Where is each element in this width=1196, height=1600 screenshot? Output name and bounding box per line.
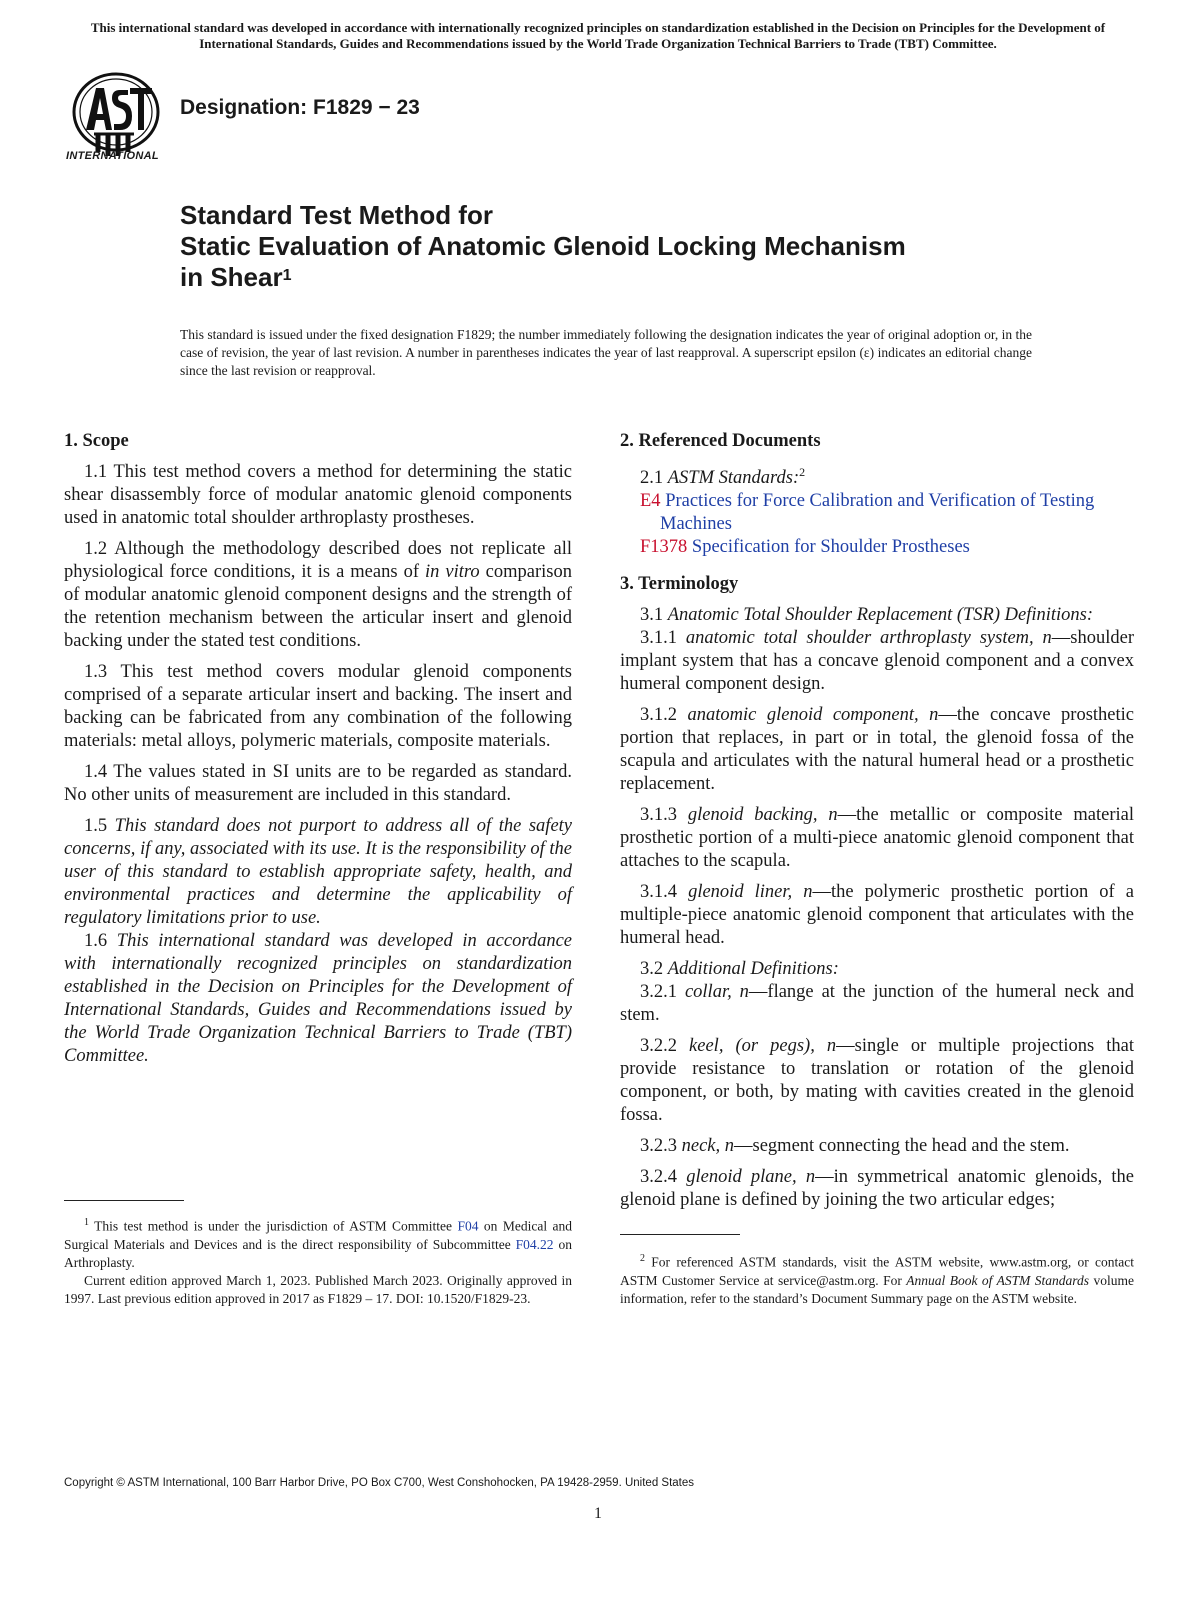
reference-item-e4[interactable] — [620, 490, 1134, 536]
footnote-divider — [620, 1234, 740, 1235]
paragraph-3-2-4: 3.2.4 glenoid plane, n—in symmetrical anatomic glenoids, the glenoid plane is defined by joining the two articular edges; — [620, 1167, 1135, 1211]
subcommittee-link[interactable]: F04.22 — [515, 1236, 554, 1252]
footnote-divider — [64, 1200, 184, 1201]
footnote-1-edition: Current edition approved March 1, 2023. Published March 2023. Originally approved in 1997. Last previous edition approved in 2017 as F1829 – 17. DOI: 10.1520/F1829-23. — [64, 1272, 572, 1306]
paragraph-1-6: 1.6 This international standard was developed in accordance with internationally recognized principles on standardization established in the Decision on Principles for the Development of International Standards, Guides and Recommendations issued by the World Trade Organization Technical Barriers to Trade (TBT) Committee. — [64, 931, 572, 1066]
top-notice: This international standard was developed in accordance with internationally recognized principles on standardization established in the Decision on Principles for the Development of International Standards, Guides and Recommendations issued by the World Trade Organization Technical Barriers to Trade (TBT) Committee. — [90, 20, 1106, 51]
logo-caption: INTERNATIONAL — [66, 150, 159, 162]
document-title — [180, 200, 1080, 293]
section-heading-terminology: 3. Terminology — [620, 574, 739, 595]
reference-code[interactable]: F1378 — [640, 537, 688, 558]
left-column — [64, 430, 572, 1076]
paragraph-1-5: 1.5 This standard does not purport to address all of the safety concerns, if any, associated with its use. It is the responsibility of the user of this standard to establish appropriate safety, health, and environmental practices and determine the applicability of regulatory limitations prior to use. — [64, 816, 573, 928]
right-column — [620, 430, 1134, 1220]
paragraph-2-1: 2.1 ASTM Standards:$^2$ — [640, 465, 806, 489]
paragraph-3-2-2: 3.2.2 keel, (or pegs), n—single or multiple projections that provide resistance to translation or rotation of the glenoid component, or both, by mating with cavities created in the glenoid fossa. — [620, 1036, 1134, 1126]
paragraph-1-1: 1.1 This test method covers a method for determining the static shear disassembly force of modular anatomic glenoid components used in anatomic total shoulder arthroplasty prostheses. — [64, 462, 572, 528]
footnote-2-text: $^2$ For referenced ASTM standards, visit the ASTM website, www.astm.org, or contact ASTM Customer Service at service@astm.org. For Annual Book of ASTM Standards volume information, refer to the standard’s Document Summary page on the ASTM website. — [620, 1253, 1135, 1306]
paragraph-3-1-2: 3.1.2 anatomic glenoid component, n—the concave prosthetic portion that replaces, in part or in total, the glenoid fossa of the scapula and articulates with the natural humeral head or a prosthetic replacement. — [620, 705, 1135, 795]
title-line-2: Static Evaluation of Anatomic Glenoid Locking Mechanism — [180, 231, 906, 261]
paragraph-3-1: 3.1 Anatomic Total Shoulder Replacement (TSR) Definitions: — [640, 605, 1094, 626]
committee-link[interactable]: F04 — [457, 1218, 479, 1234]
paragraph-3-1-4: 3.1.4 glenoid liner, n—the polymeric prosthetic portion of a multiple-piece anatomic glenoid component that articulates with the humeral head. — [620, 882, 1134, 949]
copyright-notice: Copyright © ASTM International, 100 Barr Harbor Drive, PO Box C700, West Conshohocken, PA 19428-2959. United States — [64, 1477, 695, 1489]
title-line-3: in Shear$^1$ — [180, 262, 292, 292]
paragraph-3-2: 3.2 Additional Definitions: — [640, 959, 839, 980]
reference-title-link[interactable]: Specification for Shoulder Prostheses — [691, 537, 970, 558]
paragraph-3-2-1: 3.2.1 collar, n—flange at the junction of the humeral neck and stem. — [620, 982, 1135, 1026]
title-footnote-mark: 1 — [282, 267, 292, 284]
section-heading-scope: 1. Scope — [64, 431, 129, 451]
reference-code[interactable]: E4 — [640, 491, 661, 512]
footnote-2 — [620, 1250, 1134, 1308]
reference-title-link[interactable]: Practices for Force Calibration and Verification of Testing Machines — [660, 491, 1095, 535]
designation: Designation: F1829 − 23 — [180, 96, 420, 119]
paragraph-3-2-3: 3.2.3 neck, n—segment connecting the head and the stem. — [640, 1136, 1070, 1157]
issuance-statement: This standard is issued under the fixed designation F1829; the number immediately following the designation indicates the year of original adoption or, in the case of revision, the year of last revision. A number in parentheses indicates the year of last reapproval. A superscript epsilon (ε) indicates an editorial change since the last revision or reapproval. — [180, 327, 1032, 378]
paragraph-1-3: 1.3 This test method covers modular glenoid components comprised of a separate articular insert and backing. The insert and backing can be fabricated from any combination of the following materials: metal alloys, polymeric materials, composite materials. — [64, 662, 572, 751]
page-number: 1 — [594, 1505, 602, 1522]
paragraph-1-2: 1.2 Although the methodology described does not replicate all physiological force conditions, it is a means of in vitro comparison of modular anatomic glenoid component designs and the strength of the retention mechanism between the articular insert and glenoid backing under the stated test conditions. — [64, 539, 572, 651]
paragraph-3-1-1: 3.1.1 anatomic total shoulder arthroplasty system, n—shoulder implant system that has a concave glenoid component and a convex humeral component design. — [620, 628, 1135, 695]
footnote-1-text: $^1$ This test method is under the jurisdiction of ASTM Committee F04 on Medical and Surgical Materials and Devices and is the direct responsibility of Subcommittee F04.22 on Arthroplasty. — [64, 1217, 573, 1270]
paragraph-3-1-3: 3.1.3 glenoid backing, n—the metallic or composite material prosthetic portion of a multi-piece anatomic glenoid component that attaches to the scapula. — [620, 805, 1134, 872]
title-line-1: Standard Test Method for — [180, 200, 493, 230]
footnote-1 — [64, 1214, 572, 1308]
section-heading-referenced-documents: 2. Referenced Documents — [620, 431, 821, 451]
reference-item-f1378[interactable] — [620, 536, 1134, 559]
paragraph-1-4: 1.4 The values stated in SI units are to be regarded as standard. No other units of measurement are included in this standard. — [64, 762, 572, 805]
